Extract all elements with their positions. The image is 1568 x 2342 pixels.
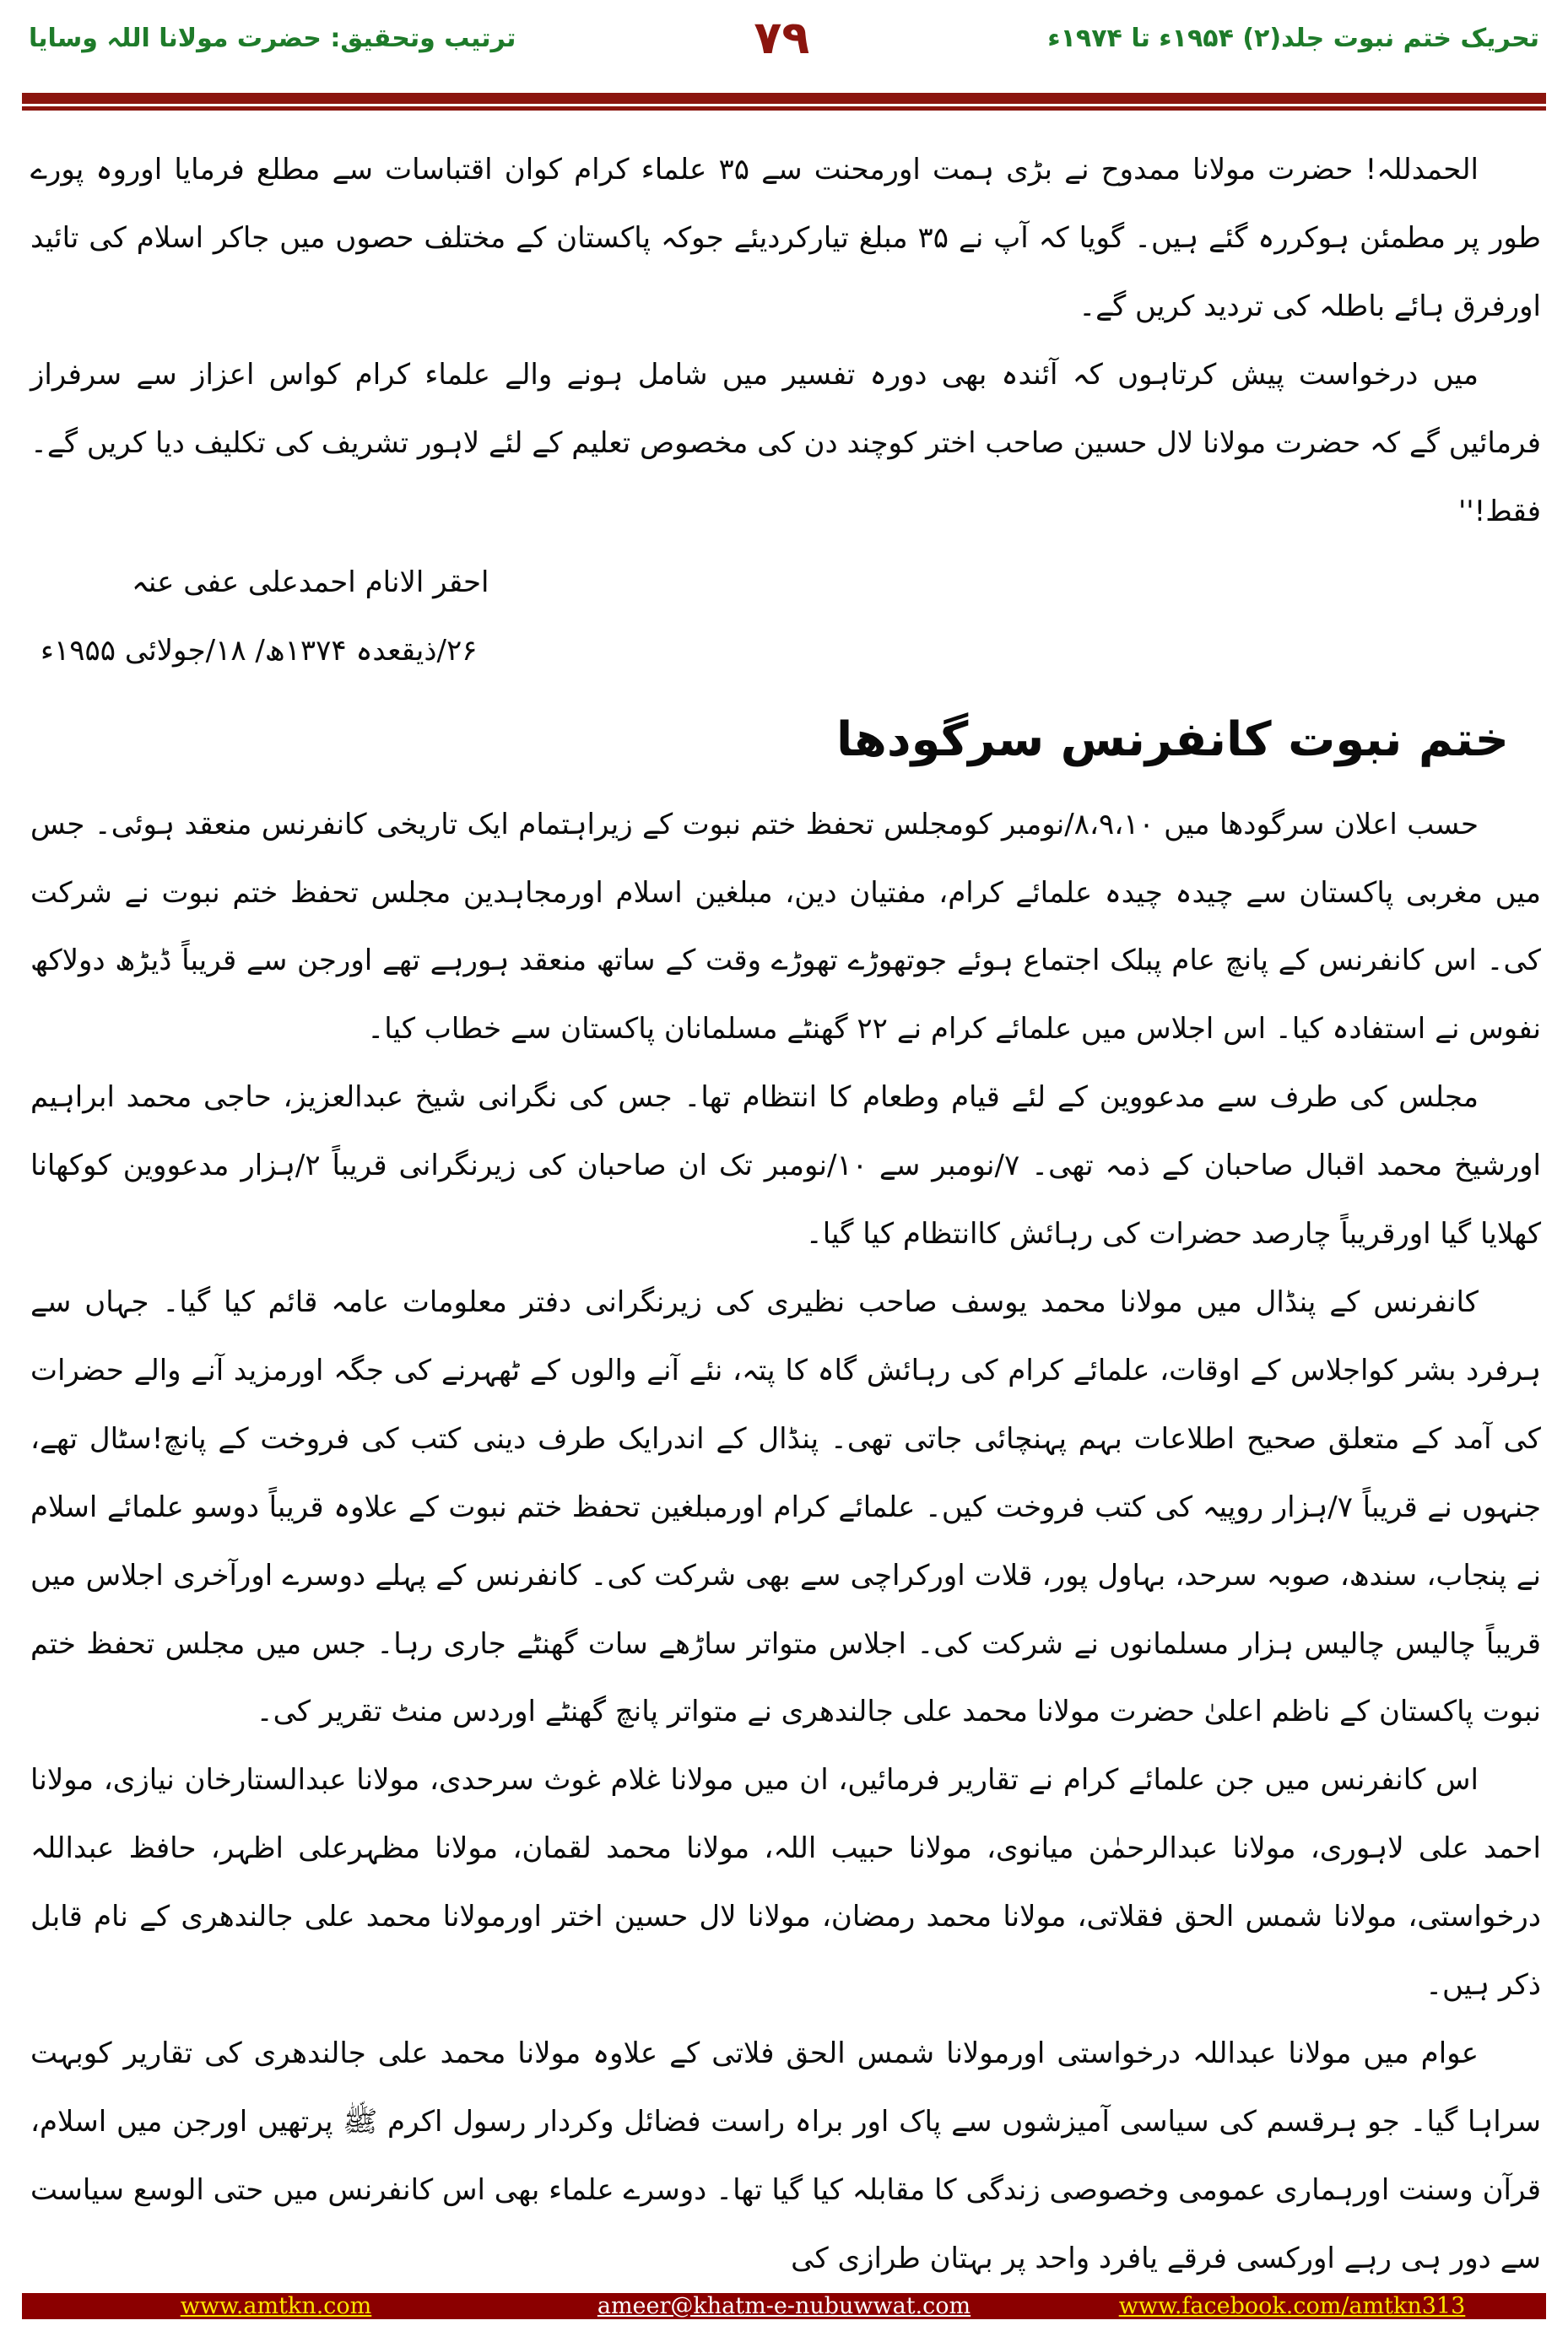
- footer-bar: [22, 2293, 1546, 2319]
- body-paragraph: حسب اعلان سرگودھا میں ۸،۹،۱۰/نومبر کومجلس تحفظ ختم نبوت کے زیراہتمام ایک تاریخی کانفرنس منعقد ہوئی۔ جس میں مغربی پاکستان سے چیدہ چیدہ علمائے کرام، مفتیان دین، مبلغین اسلام اورمجاہدین مجلس تحفظ ختم نبوت نے شرکت کی۔ اس کانفرنس کے پانچ عام پبلک اجتماع ہوئے جوتھوڑے تھوڑے وقت کے ساتھ منعقد ہورہے تھے اورجن سے قریباً ڈیڑھ دولاکھ نفوس نے استفادہ کیا۔ اس اجلاس میں علمائے کرام نے ۲۲ گھنٹے مسلمانان پاکستان سے خطاب کیا۔: [30, 807, 1541, 1047]
- section-heading: ختم نبوت کانفرنس سرگودھا: [835, 712, 1509, 768]
- signature-line: احقر الانام احمدعلی عفی عنہ: [132, 565, 489, 600]
- page-body: [0, 111, 1568, 2293]
- letter-paragraph: الحمدللہ! حضرت مولانا ممدوح نے بڑی ہمت اورمحنت سے ۳۵ علماء کرام کوان اقتباسات سے مطلع فرمایا اوروہ پورے طور پر مطمئن ہوکررہ گئے ہیں۔ گویا کہ آپ نے ۳۵ مبلغ تیارکردیئے جوکہ پاکستان کے مختلف حصوں میں جاکر اسلام کی تائید اورفرق ہائے باطلہ کی تردید کریں گے۔: [30, 153, 1541, 323]
- body-paragraph: کانفرنس کے پنڈال میں مولانا محمد یوسف صاحب نظیری کی زیرنگرانی دفتر معلومات عامہ قائم کیا گیا۔ جہاں سے ہرفرد بشر کواجلاس کے اوقات، علمائے کرام کی رہائش گاہ کا پتہ، نئے آنے والوں کے ٹھہرنے کی جگہ اورمزید آنے والے حضرات کی آمد کے متعلق صحیح اطلاعات بہم پہنچائی جاتی تھی۔ پنڈال کے اندرایک طرف دینی کتب کی فروخت کے پانچ!سٹال تھے، جنہوں نے قریباً ۷/ہزار روپیہ کی کتب فروخت کیں۔ علمائے کرام اورمبلغین تحفظ ختم نبوت کے علاوہ قریباً دوسو علمائے اسلام نے پنجاب، سندھ، صوبہ سرحد، بہاول پور، قلات اورکراچی سے بھی شرکت کی۔ کانفرنس کے پہلے دوسرے اورآخری اجلاس میں قریباً چالیس چالیس ہزار مسلمانوں نے شرکت کی۔ اجلاس متواتر ساڑھے سات گھنٹے جاری رہا۔ جس میں مجلس تحفظ ختم نبوت پاکستان کے ناظم اعلیٰ حضرت مولانا محمد علی جالندھری نے متواتر پانچ گھنٹے اوردس منٹ تقریر کی۔: [30, 1285, 1541, 1729]
- header-volume-title: تحریک ختم نبوت جلد(۲) ۱۹۵۴ء تا ۱۹۷۴ء: [1047, 23, 1539, 53]
- footer-link-email[interactable]: ameer@khatm-e-nubuwwat.com: [597, 2292, 971, 2319]
- date-line: ۲۶/ذیقعدہ ۱۳۷۴ھ/ ۱۸/جولائی ۱۹۵۵ء: [41, 634, 478, 668]
- footer-link-website[interactable]: www.amtkn.com: [180, 2292, 372, 2319]
- footer-link-facebook[interactable]: www.facebook.com/amtkn313: [1118, 2292, 1466, 2319]
- header-credit: ترتیب وتحقیق: حضرت مولانا اللہ وسایا: [29, 23, 516, 53]
- page-number: ۷۹: [754, 11, 810, 64]
- letter-paragraph: میں درخواست پیش کرتاہوں کہ آئندہ بھی دورہ تفسیر میں شامل ہونے والے علماء کرام کواس اعزاز سے سرفراز فرمائیں گے کہ حضرت مولانا لال حسین صاحب اختر کوچند دن کی مخصوص تعلیم کے لئے لاہور تشریف کی تکلیف دیا کریں گے۔ فقط!'': [30, 357, 1541, 528]
- body-paragraph: اس کانفرنس میں جن علمائے کرام نے تقاریر فرمائیں، ان میں مولانا غلام غوث سرحدی، مولانا عبدالستارخان نیازی، مولانا احمد علی لاہوری، مولانا عبدالرحمٰن میانوی، مولانا حبیب اللہ، مولانا محمد لقمان، مولانا مظہرعلی اظہر، حافظ عبداللہ درخواستی، مولانا شمس الحق فقلاتی، مولانا محمد رمضان، مولانا لال حسین اختر اورمولانا محمد علی جالندھری کے نام قابل ذکر ہیں۔: [30, 1763, 1541, 2003]
- page-header: [0, 0, 1568, 64]
- header-separator: [22, 93, 1546, 111]
- separator-rule-thick: [22, 93, 1546, 104]
- body-paragraph: مجلس کی طرف سے مدعووین کے لئے قیام وطعام کا انتظام تھا۔ جس کی نگرانی شیخ عبدالعزیز، حاجی محمد ابراہیم اورشیخ محمد اقبال صاحبان کے ذمہ تھی۔ ۷/نومبر سے ۱۰/نومبر تک ان صاحبان کی زیرنگرانی قریباً ۲/ہزار مدعووین کوکھانا کھلایا گیا اورقریباً چارصد حضرات کی رہائش کاانتظام کیا گیا۔: [30, 1080, 1541, 1252]
- body-paragraph: عوام میں مولانا عبداللہ درخواستی اورمولانا شمس الحق فلاتی کے علاوہ مولانا محمد علی جالندھری کی تقاریر کوبہت سراہا گیا۔ جو ہرقسم کی سیاسی آمیزشوں سے پاک اور براہ راست فضائل وکردار رسول اکرم ﷺ پرتھیں اورجن میں اسلام، قرآن وسنت اورہماری عمومی وخصوصی زندگی کا مقابلہ کیا گیا تھا۔ دوسرے علماء بھی اس کانفرنس میں حتی الوسع سیاست سے دور ہی رہے اورکسی فرقے یافرد واحد پر بہتان طرازی کی: [30, 2036, 1541, 2275]
